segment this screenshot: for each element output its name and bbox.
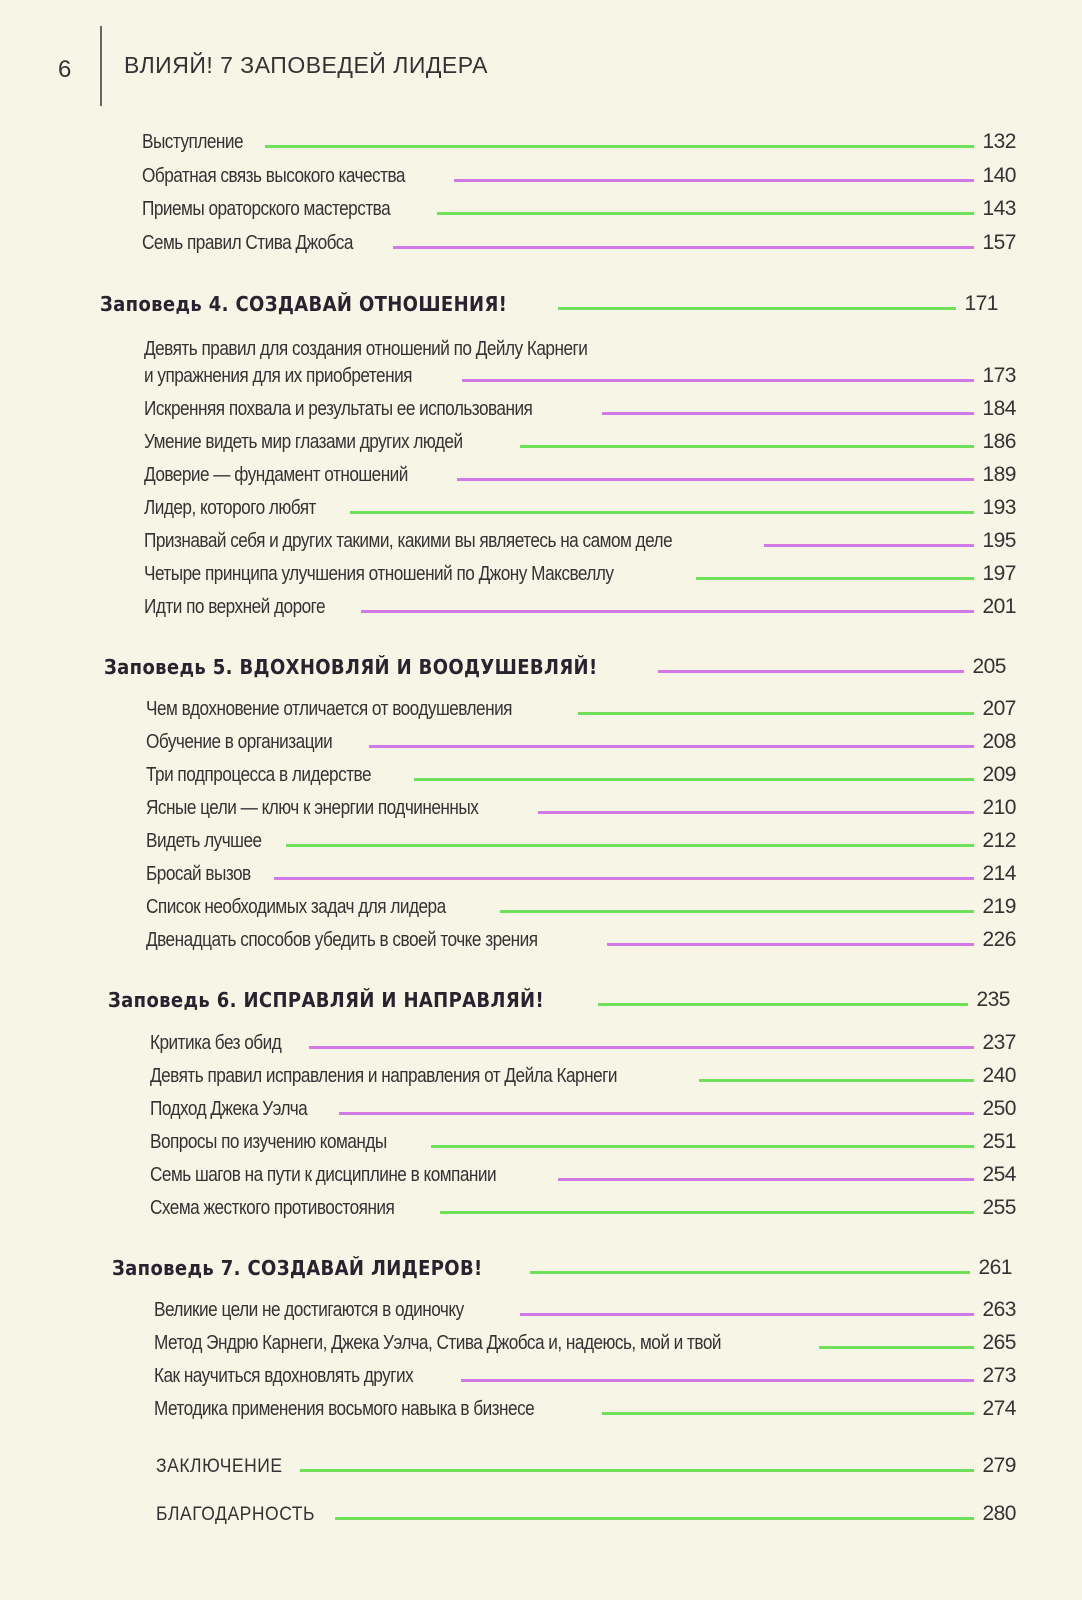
toc-entry-title: Великие цели не достигаются в одиночку — [154, 1299, 464, 1321]
chapter-page: 261 — [978, 1256, 1012, 1279]
toc-entry — [146, 829, 1016, 853]
toc-entry-page: 186 — [982, 430, 1016, 453]
toc-entry — [144, 397, 1016, 421]
toc-leader — [369, 745, 974, 748]
toc-leader — [440, 1211, 974, 1214]
toc-acknowledgements — [156, 1502, 1016, 1526]
toc-leader — [699, 1079, 974, 1082]
toc-entry — [146, 862, 1016, 886]
toc-leader — [819, 1346, 974, 1349]
toc-entry — [142, 130, 1016, 154]
toc-entry-page: 273 — [982, 1364, 1016, 1387]
toc-entry — [150, 1196, 1016, 1220]
toc-entry-page: 280 — [982, 1502, 1016, 1525]
toc-leader — [274, 877, 974, 880]
toc-entry-title: Семь правил Стива Джобса — [142, 232, 353, 254]
toc-leader — [350, 511, 974, 514]
chapter-title: Заповедь 6. ИСПРАВЛЯЙ И НАПРАВЛЯЙ! — [108, 988, 545, 1012]
toc-entry-title-line1: Девять правил для создания отношений по Дейлу Карнеги — [144, 338, 588, 360]
toc-leader — [414, 778, 974, 781]
toc-leader — [431, 1145, 974, 1148]
toc-leader — [520, 445, 974, 448]
toc-entry-page: 255 — [982, 1196, 1016, 1219]
toc-leader — [598, 1003, 968, 1006]
toc-entry-page: 173 — [982, 364, 1016, 387]
toc-chapter-heading — [100, 292, 998, 316]
toc-entry — [144, 463, 1016, 487]
toc-entry-title: Ясные цели — ключ к энергии подчиненных — [146, 797, 479, 819]
toc-leader — [602, 412, 974, 415]
toc-leader — [461, 1379, 974, 1382]
toc-entry-page: 251 — [982, 1130, 1016, 1153]
toc-entry — [144, 364, 1016, 388]
chapter-page: 171 — [964, 292, 998, 315]
chapter-page: 205 — [972, 655, 1006, 678]
toc-entry-page: 143 — [982, 197, 1016, 220]
toc-leader — [538, 811, 974, 814]
toc-entry-page: 265 — [982, 1331, 1016, 1354]
chapter-title: Заповедь 4. СОЗДАВАЙ ОТНОШЕНИЯ! — [100, 292, 508, 316]
toc-leader — [335, 1517, 974, 1520]
toc-entry-title: Видеть лучшее — [146, 830, 262, 852]
toc-entry-page: 279 — [982, 1454, 1016, 1477]
toc-leader — [764, 544, 974, 547]
toc-leader — [457, 478, 974, 481]
toc-entry-page: 157 — [982, 231, 1016, 254]
toc-entry — [146, 763, 1016, 787]
toc-entry-title: Идти по верхней дороге — [144, 596, 326, 618]
toc-entry-page: 263 — [982, 1298, 1016, 1321]
toc-leader — [309, 1046, 974, 1049]
toc-chapter-heading — [112, 1256, 1012, 1280]
toc-entry-title: Искренняя похвала и результаты ее использования — [144, 398, 533, 420]
toc-entry-page: 214 — [982, 862, 1016, 885]
toc-entry — [146, 928, 1016, 952]
toc-leader — [393, 246, 974, 249]
toc-entry — [154, 1364, 1016, 1388]
toc-entry — [150, 1097, 1016, 1121]
toc-entry — [144, 430, 1016, 454]
toc-entry-title: Как научиться вдохновлять других — [154, 1365, 414, 1387]
toc-entry-title: Список необходимых задач для лидера — [146, 896, 446, 918]
toc-leader — [361, 610, 974, 613]
toc-entry-title: Двенадцать способов убедить в своей точке зрения — [146, 929, 538, 951]
toc-leader — [500, 910, 974, 913]
toc-leader — [437, 212, 974, 215]
toc-entry-page: 240 — [982, 1064, 1016, 1087]
toc-entry-page: 219 — [982, 895, 1016, 918]
chapter-title: Заповедь 7. СОЗДАВАЙ ЛИДЕРОВ! — [112, 1256, 483, 1280]
toc-entry — [154, 1397, 1016, 1421]
toc-entry-title: Три подпроцесса в лидерстве — [146, 764, 372, 786]
toc-chapter-heading — [104, 655, 1006, 679]
toc-entry-title: Схема жесткого противостояния — [150, 1197, 395, 1219]
toc-entry-page: 193 — [982, 496, 1016, 519]
toc-entry-page: 140 — [982, 164, 1016, 187]
toc-entry — [150, 1064, 1016, 1088]
toc-entry-title: Признавай себя и других такими, какими вы являетесь на самом деле — [144, 530, 673, 552]
toc-entry-title: Четыре принципа улучшения отношений по Джону Максвеллу — [144, 563, 614, 585]
toc-entry-page: 212 — [982, 829, 1016, 852]
toc-entry-page: 210 — [982, 796, 1016, 819]
toc-leader — [454, 179, 974, 182]
running-book-title: ВЛИЯЙ! 7 ЗАПОВЕДЕЙ ЛИДЕРА — [124, 52, 488, 78]
toc-entry-title: Девять правил исправления и направления от Дейла Карнеги — [150, 1065, 617, 1087]
toc-entry-page: 237 — [982, 1031, 1016, 1054]
toc-entry-page: 197 — [982, 562, 1016, 585]
toc-entry-title: Семь шагов на пути к дисциплине в компании — [150, 1164, 497, 1186]
toc-leader — [520, 1313, 974, 1316]
toc-entry — [146, 796, 1016, 820]
toc-entry — [150, 1130, 1016, 1154]
toc-entry — [142, 231, 1016, 255]
toc-entry-page: 184 — [982, 397, 1016, 420]
toc-entry-title: Лидер, которого любят — [144, 497, 316, 519]
toc-leader — [300, 1469, 974, 1472]
toc-entry-page: 209 — [982, 763, 1016, 786]
toc-entry — [146, 895, 1016, 919]
toc-entry — [144, 562, 1016, 586]
toc-entry — [150, 1031, 1016, 1055]
toc-leader — [462, 379, 974, 382]
toc-leader — [530, 1271, 970, 1274]
chapter-page: 235 — [976, 988, 1010, 1011]
toc-entry — [154, 1331, 1016, 1355]
page-number: 6 — [58, 56, 72, 83]
toc-entry-title: Чем вдохновение отличается от воодушевления — [146, 698, 512, 720]
toc-entry-title: БЛАГОДАРНОСТЬ — [156, 1504, 316, 1525]
toc-entry-page: 250 — [982, 1097, 1016, 1120]
toc-entry-title: Методика применения восьмого навыка в бизнесе — [154, 1398, 535, 1420]
toc-leader — [602, 1412, 974, 1415]
toc-entry-title: Бросай вызов — [146, 863, 251, 885]
toc-entry-page: 274 — [982, 1397, 1016, 1420]
toc-entry-page: 201 — [982, 595, 1016, 618]
toc-entry — [150, 1163, 1016, 1187]
toc-entry-page: 195 — [982, 529, 1016, 552]
toc-leader — [558, 1178, 974, 1181]
toc-entry-title: Подход Джека Уэлча — [150, 1098, 308, 1120]
toc-entry-page: 132 — [982, 130, 1016, 153]
toc-entry — [144, 529, 1016, 553]
toc-leader — [578, 712, 974, 715]
toc-leader — [607, 943, 974, 946]
toc-chapter-heading — [108, 988, 1010, 1012]
chapter-title: Заповедь 5. ВДОХНОВЛЯЙ И ВООДУШЕВЛЯЙ! — [104, 655, 598, 679]
toc-entry — [142, 197, 1016, 221]
toc-leader — [265, 145, 974, 148]
toc-conclusion — [156, 1454, 1016, 1478]
toc-entry — [146, 730, 1016, 754]
toc-entry-title: Вопросы по изучению команды — [150, 1131, 387, 1153]
toc-entry — [146, 697, 1016, 721]
toc-entry-title: Обучение в организации — [146, 731, 333, 753]
toc-leader — [696, 577, 974, 580]
toc-entry-title: ЗАКЛЮЧЕНИЕ — [156, 1456, 283, 1477]
toc-entry — [142, 164, 1016, 188]
toc-entry-title: Метод Эндрю Карнеги, Джека Уэлча, Стива Джобса и, надеюсь, мой и твой — [154, 1332, 721, 1354]
toc-entry — [144, 496, 1016, 520]
toc-entry-title: Выступление — [142, 131, 244, 153]
toc-entry-title: Приемы ораторского мастерства — [142, 198, 391, 220]
toc-entry-page: 207 — [982, 697, 1016, 720]
toc-entry-title: и упражнения для их приобретения — [144, 365, 412, 387]
toc-leader — [558, 307, 956, 310]
toc-entry — [144, 595, 1016, 619]
toc-entry-title: Критика без обид — [150, 1032, 282, 1054]
toc-entry-page: 226 — [982, 928, 1016, 951]
toc-leader — [286, 844, 974, 847]
toc-entry-title: Доверие — фундамент отношений — [144, 464, 408, 486]
toc-entry-title: Умение видеть мир глазами других людей — [144, 431, 463, 453]
toc-entry-page: 208 — [982, 730, 1016, 753]
toc-leader — [658, 670, 964, 673]
toc-entry-page: 254 — [982, 1163, 1016, 1186]
toc-leader — [339, 1112, 974, 1115]
toc-entry — [154, 1298, 1016, 1322]
toc-entry-title: Обратная связь высокого качества — [142, 165, 405, 187]
toc-entry-page: 189 — [982, 463, 1016, 486]
